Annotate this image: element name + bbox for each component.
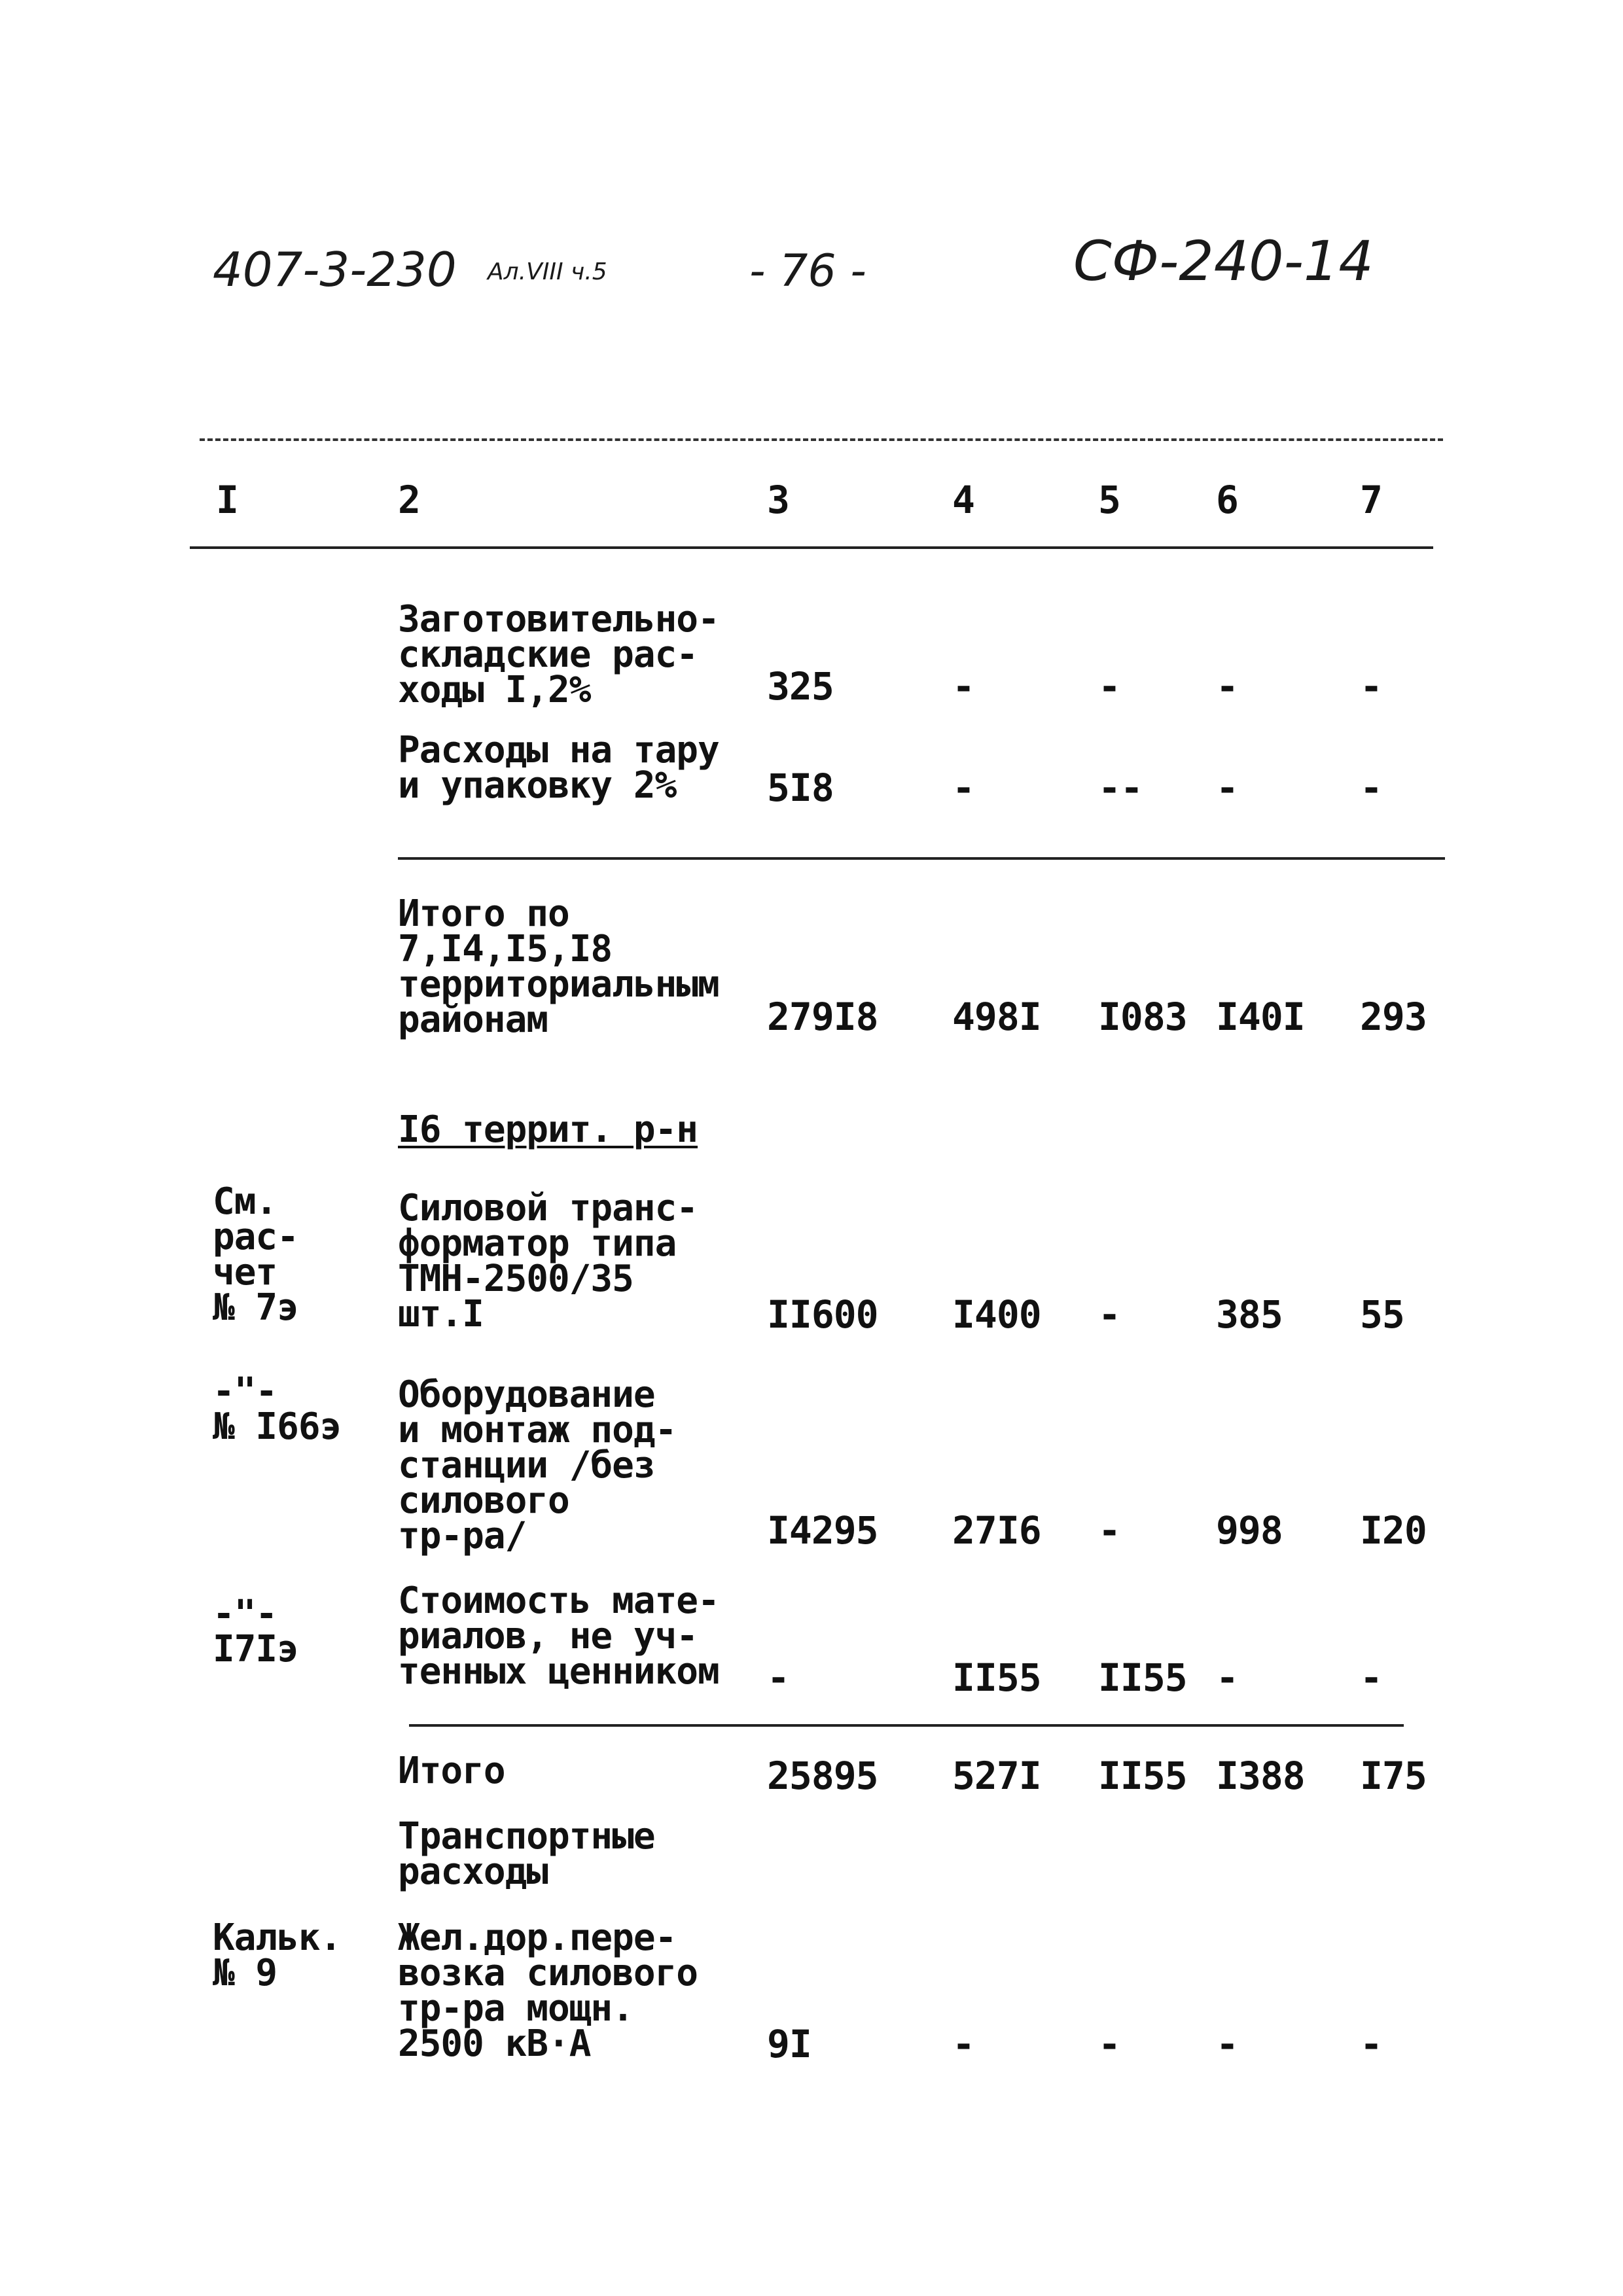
document-code: 407-3-230 [213,242,457,297]
row-value-col4: 498I [952,995,1041,1039]
row-name-transport-costs: Транспортные расходы [398,1815,655,1893]
row-name-power-transformer: Силовой транс- форматор типа ТМН-2500/35 шт.I [398,1187,698,1335]
row-value-col6: - [1216,664,1238,709]
row-value-col3: - [767,1655,789,1700]
row-name-packaging: Расходы на тару и упаковку 2% [398,729,719,807]
row-value-col6: I388 [1216,1754,1305,1798]
row-value-col7: 293 [1360,995,1427,1039]
row-value-col4: - [952,2022,974,2066]
row-name-materials-cost: Стоимость мате- риалов, не уч- тенных ценником [398,1580,719,1693]
row-value-col5: I083 [1098,995,1187,1039]
row-value-col4: II55 [952,1655,1041,1700]
row-value-col6: 998 [1216,1508,1283,1553]
row-value-col7: I75 [1360,1754,1427,1798]
row-value-col5: - [1098,664,1120,709]
row-value-col7: - [1360,2022,1382,2066]
header-bottom-rule [190,546,1433,549]
row-value-col4: 527I [952,1754,1041,1798]
row-value-col3: 9I [767,2022,812,2066]
row-name-substation-equipment: Оборудование и монтаж под- станции /без силового тр-ра/ [398,1373,677,1557]
row-value-col5: II55 [1098,1754,1187,1798]
row-value-col6: I40I [1216,995,1305,1039]
row-reference: См. рас- чет № 7э [213,1180,298,1329]
row-value-col6: - [1216,1655,1238,1700]
row-value-col7: - [1360,766,1382,810]
row-value-col6: - [1216,2022,1238,2066]
row-value-col6: 385 [1216,1292,1283,1337]
row-value-col4: I400 [952,1292,1041,1337]
column-header-1: I [216,478,238,522]
row-name-total: Итого [398,1750,505,1792]
row-value-col4: - [952,766,974,810]
header-top-rule [200,438,1443,441]
row-value-col5: -- [1098,766,1143,810]
row-value-col3: 279I8 [767,995,878,1039]
row-value-col3: 5I8 [767,766,834,810]
row-value-col7: I20 [1360,1508,1427,1553]
section-heading-region-16: I6 террит. р-н [398,1108,698,1151]
column-header-3: 3 [767,478,789,522]
row-value-col7: - [1360,1655,1382,1700]
row-reference: Кальк. № 9 [213,1916,342,1994]
document-code-suffix: Ал.VIII ч.5 [488,258,607,285]
row-value-col7: 55 [1360,1292,1404,1337]
row-value-col3: 325 [767,664,834,709]
row-value-col6: - [1216,766,1238,810]
row-value-col5: - [1098,1292,1120,1337]
column-header-5: 5 [1098,478,1120,522]
row-value-col3: II600 [767,1292,878,1337]
sheet-code: СФ-240-14 [1073,229,1374,293]
row-value-col7: - [1360,664,1382,709]
row-value-col4: - [952,664,974,709]
row-value-col3: I4295 [767,1508,878,1553]
row-value-col3: 25895 [767,1754,878,1798]
row-value-col5: - [1098,2022,1120,2066]
page-number: - 76 - [749,245,866,297]
row-value-col5: II55 [1098,1655,1187,1700]
column-header-7: 7 [1360,478,1382,522]
column-header-2: 2 [398,478,420,522]
row-value-col4: 27I6 [952,1508,1041,1553]
subtotal-rule [398,857,1445,860]
total-rule [409,1724,1404,1727]
row-name-subtotal-regions: Итого по 7,I4,I5,I8 территориальным районам [398,892,719,1041]
row-name-procurement-storage: Заготовительно- складские рас- ходы I,2% [398,598,719,711]
row-value-col5: - [1098,1508,1120,1553]
row-reference: -"- I7Iэ [213,1593,298,1670]
row-name-rail-transport: Жел.дор.пере- возка силового тр-ра мощн. 2500 кВ·А [398,1916,698,2065]
column-header-4: 4 [952,478,974,522]
column-header-6: 6 [1216,478,1238,522]
row-reference: -"- № I66э [213,1370,342,1448]
